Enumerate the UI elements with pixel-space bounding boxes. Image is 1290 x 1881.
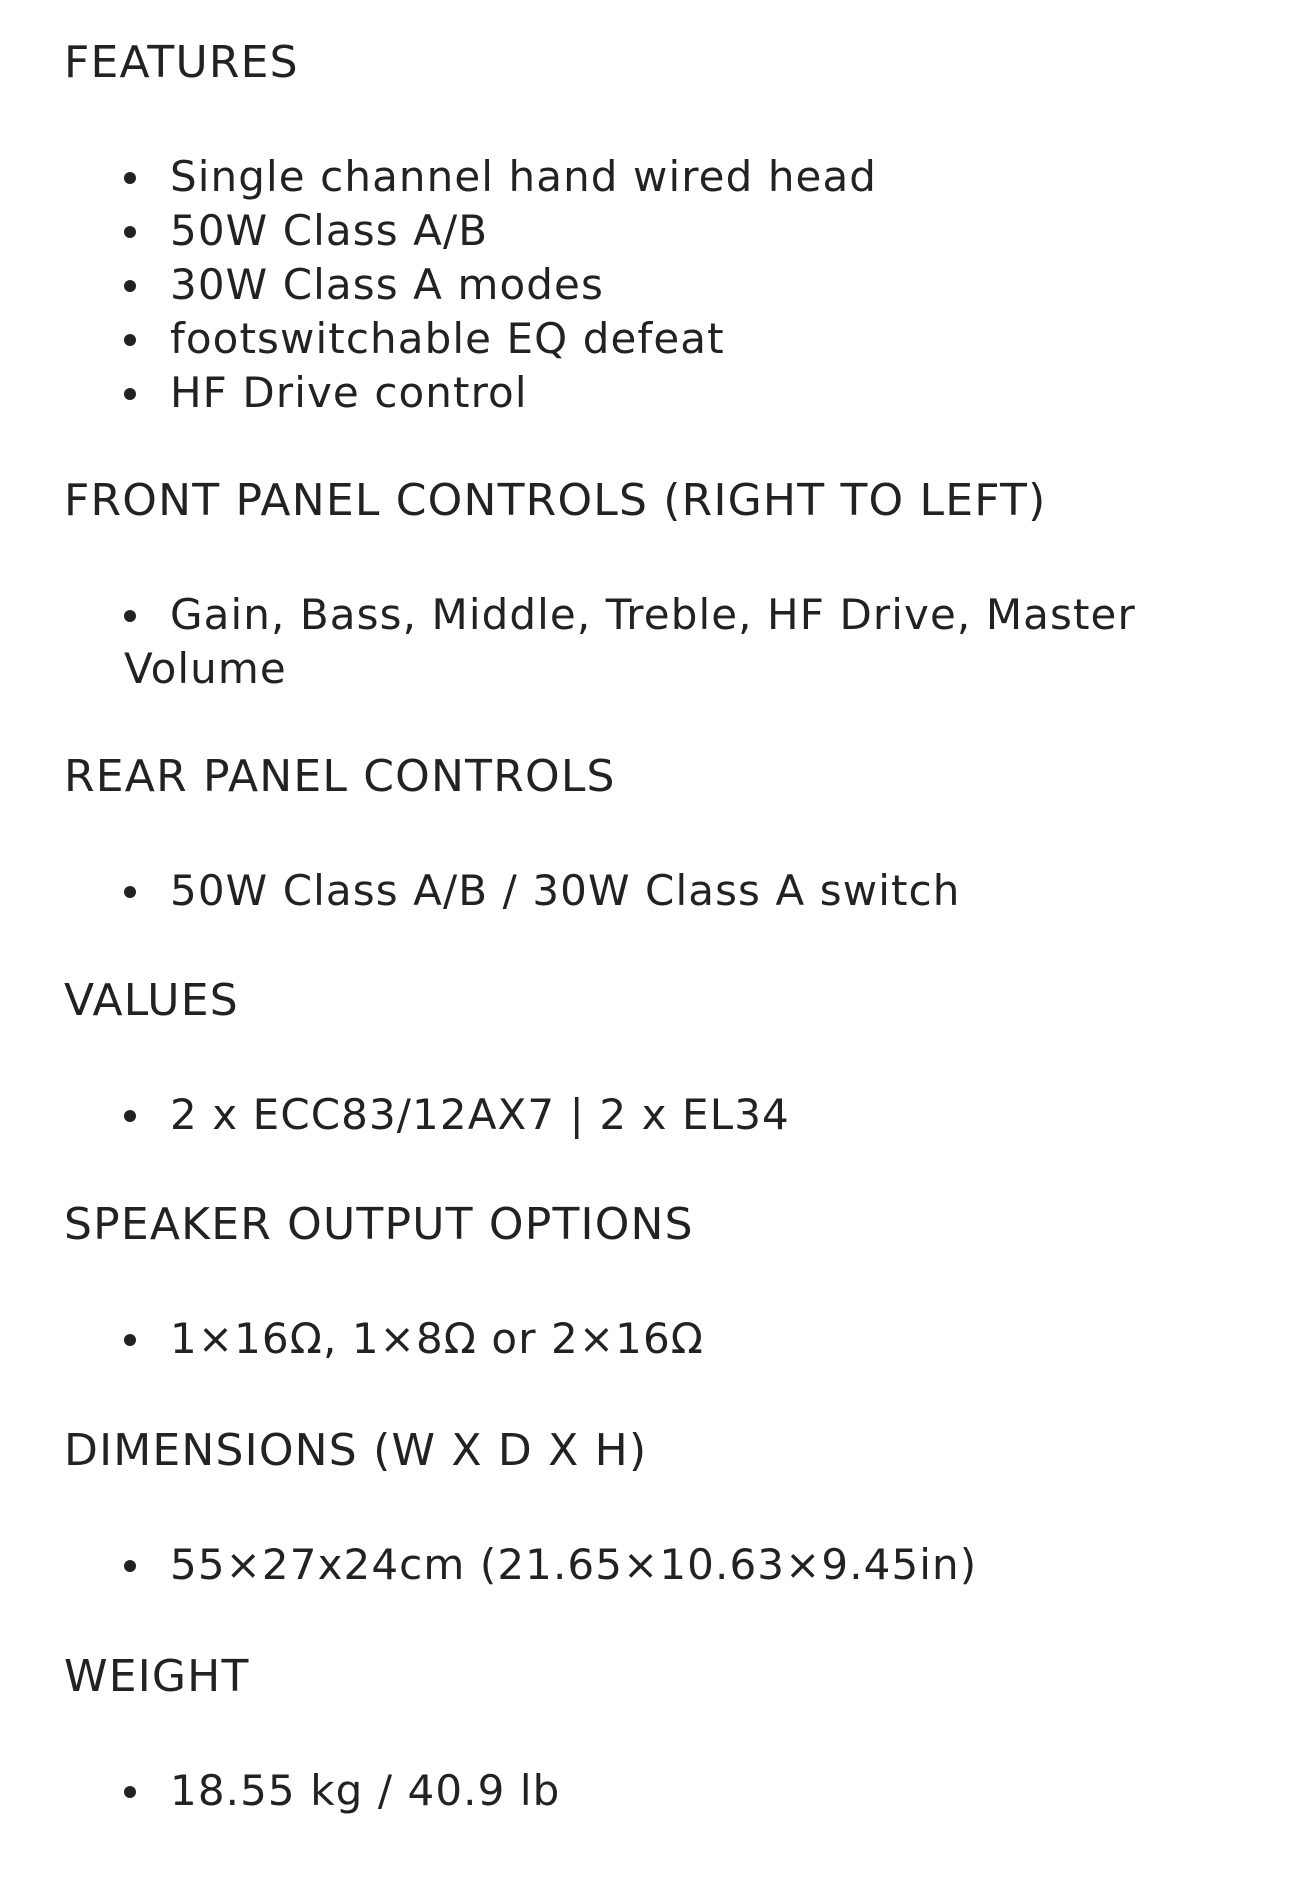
list-item-text: Single channel hand wired head [170,152,878,201]
front-panel-list [64,588,1244,696]
weight-heading: WEIGHT [64,1651,250,1702]
features-section [64,36,1244,420]
list-item-text: 2 x ECC83/12AX7 | 2 x EL34 [170,1090,790,1139]
bullet-icon [124,610,136,622]
list-item [124,312,1244,366]
values-list [64,1088,1244,1142]
front-panel-section [64,474,1244,696]
list-item-text: 18.55 kg / 40.9 lb [170,1766,561,1815]
list-item-text: Gain, Bass, Middle, Treble, HF Drive, Master Volume [124,590,1136,693]
list-item-text: 50W Class A/B [170,206,489,255]
weight-list [64,1764,1244,1818]
spec-sheet [64,36,1244,1818]
list-item [124,1538,1244,1592]
weight-section [64,1650,1244,1818]
bullet-icon [124,172,136,184]
rear-panel-section [64,750,1244,918]
bullet-icon [124,886,136,898]
list-item [124,864,1244,918]
bullet-icon [124,226,136,238]
list-item [124,1088,1244,1142]
speaker-output-heading: SPEAKER OUTPUT OPTIONS [64,1199,694,1250]
rear-panel-heading: REAR PANEL CONTROLS [64,751,616,802]
list-item [124,366,1244,420]
bullet-icon [124,334,136,346]
bullet-icon [124,1786,136,1798]
list-item-text: HF Drive control [170,368,528,417]
bullet-icon [124,388,136,400]
bullet-icon [124,280,136,292]
list-item-text: 50W Class A/B / 30W Class A switch [170,866,961,915]
speaker-output-list [64,1312,1244,1366]
features-list [64,150,1244,420]
values-heading: VALUES [64,975,239,1026]
list-item [124,150,1244,204]
dimensions-heading: DIMENSIONS (W X D X H) [64,1425,648,1476]
bullet-icon [124,1334,136,1346]
list-item [124,1764,1244,1818]
list-item-text: 30W Class A modes [170,260,604,309]
dimensions-section [64,1424,1244,1592]
list-item [124,588,1244,696]
rear-panel-list [64,864,1244,918]
bullet-icon [124,1110,136,1122]
list-item [124,204,1244,258]
bullet-icon [124,1560,136,1572]
speaker-output-section [64,1198,1244,1366]
list-item-text: 1×16Ω, 1×8Ω or 2×16Ω [170,1314,704,1363]
front-panel-heading: FRONT PANEL CONTROLS (RIGHT TO LEFT) [64,475,1047,526]
features-heading: FEATURES [64,37,299,88]
list-item-text: footswitchable EQ defeat [170,314,725,363]
list-item-text: 55×27x24cm (21.65×10.63×9.45in) [170,1540,978,1589]
dimensions-list [64,1538,1244,1592]
list-item [124,258,1244,312]
list-item [124,1312,1244,1366]
values-section [64,974,1244,1142]
